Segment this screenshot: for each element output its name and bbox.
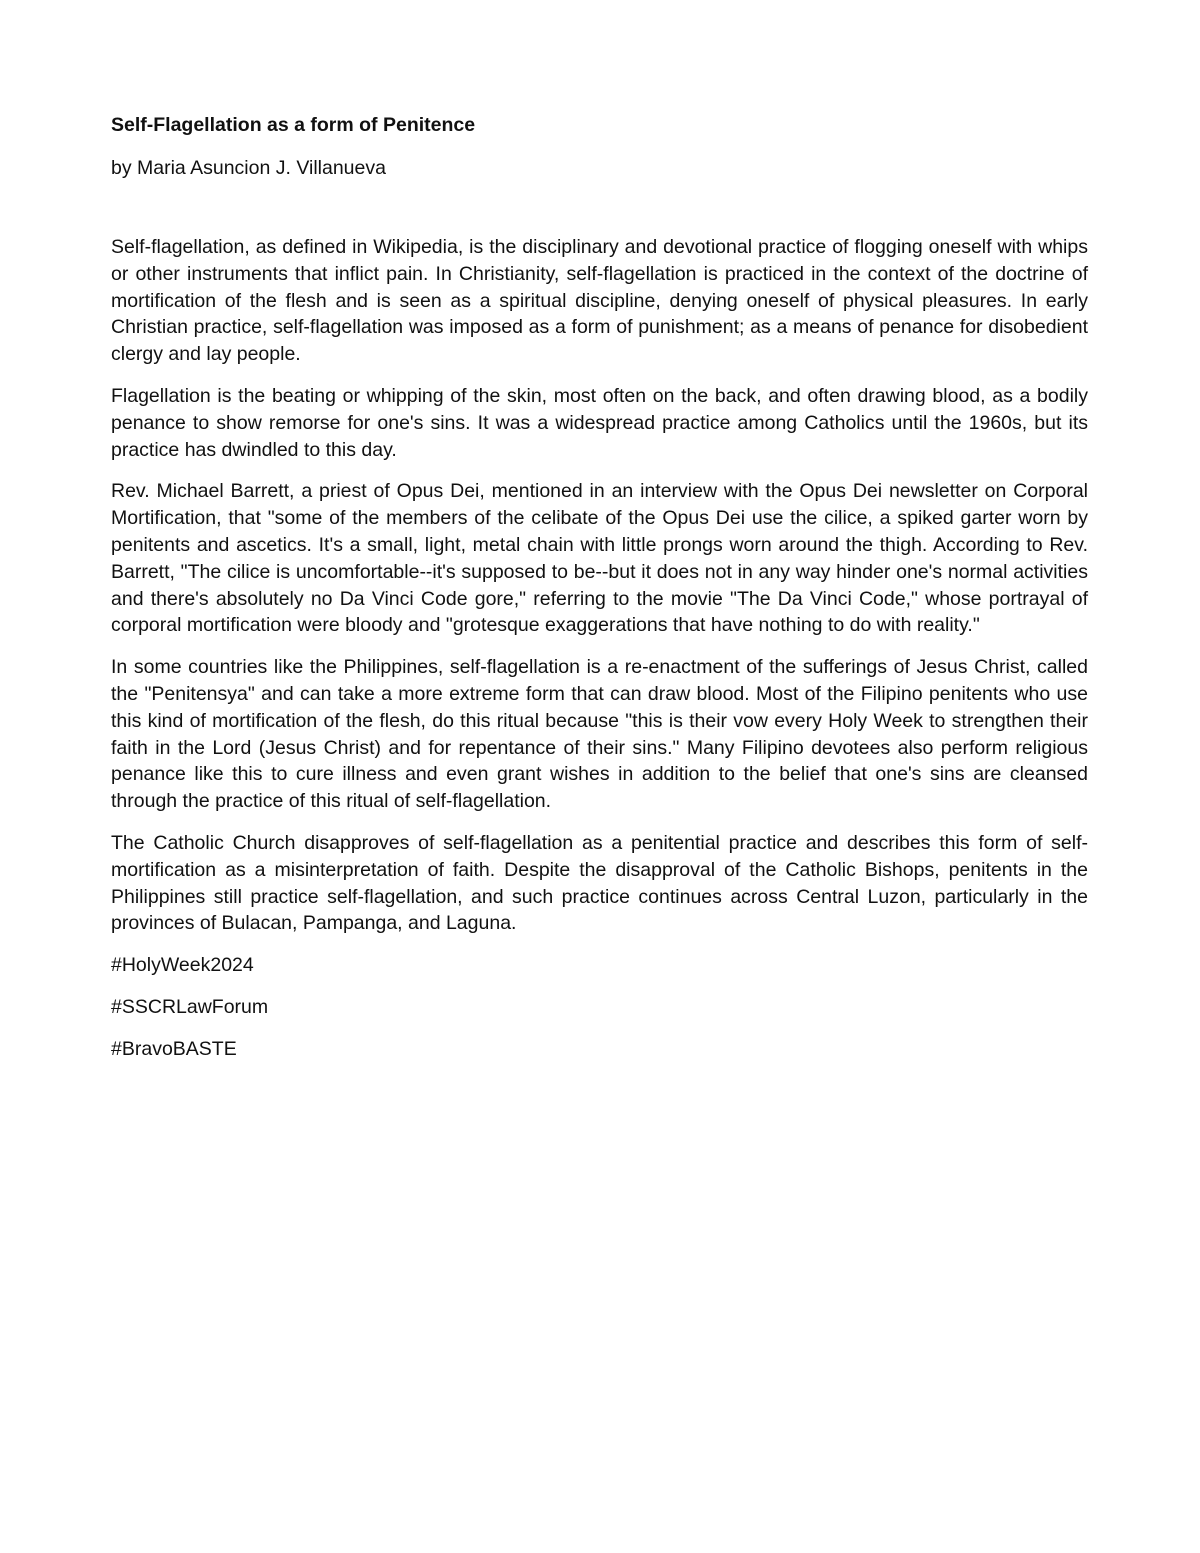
hashtag: #SSCRLawForum	[111, 996, 269, 1019]
hashtag-list	[111, 952, 1088, 1062]
document-title: Self-Flagellation as a form of Penitence	[111, 114, 476, 136]
document-body	[111, 234, 1088, 937]
paragraph-philippines: In some countries like the Philippines, self-flagellation is a re-enactment of the sufferings of Jesus Christ, called the "Penitensya" and can take a more extreme form that can draw blood. Most of the Filipino penitents who use this kind of mortification of the flesh, do this ritual because "this is their vow every Holy Week to strengthen their faith in the Lord (Jesus Christ) and for repentance of their sins." Many Filipino devotees also perform religious penance like this to cure illness and even grant wishes in addition to the belief that one's sins are cleansed through the practice of this ritual of self-flagellation.	[111, 656, 1088, 813]
paragraph-definition: Self-flagellation, as defined in Wikipedia, is the disciplinary and devotional practice of flogging oneself with whips or other instruments that inflict pain. In Christianity, self-flagellation is practiced in the context of the doctrine of mortification of the flesh and is seen as a spiritual discipline, denying oneself of physical pleasures. In early Christian practice, self-flagellation was imposed as a form of punishment; as a means of penance for disobedient clergy and lay people.	[111, 236, 1088, 366]
document-page	[111, 112, 1088, 1078]
author-byline: by Maria Asuncion J. Villanueva	[111, 157, 386, 179]
hashtag: #HolyWeek2024	[111, 954, 254, 977]
paragraph-opus-dei: Rev. Michael Barrett, a priest of Opus Dei, mentioned in an interview with the Opus Dei newsletter on Corporal Mortification, that "some of the members of the celibate of the Opus Dei use the cilice, a spiked garter worn by penitents and ascetics. It's a small, light, metal chain with little prongs worn around the thigh. According to Rev. Barrett, "The cilice is uncomfortable--it's supposed to be--but it does not in any way hinder one's normal activities and there's absolutely no Da Vinci Code gore," referring to the movie "The Da Vinci Code," whose portrayal of corporal mortification were bloody and "grotesque exaggerations that have nothing to do with reality."	[111, 480, 1088, 637]
paragraph-catholic-church: The Catholic Church disapproves of self-flagellation as a penitential practice and describes this form of self-mortification as a misinterpretation of faith. Despite the disapproval of the Catholic Bishops, penitents in the Philippines still practice self-flagellation, and such practice continues across Central Luzon, particularly in the provinces of Bulacan, Pampanga, and Laguna.	[111, 831, 1088, 935]
paragraph-flagellation: Flagellation is the beating or whipping of the skin, most often on the back, and often drawing blood, as a bodily penance to show remorse for one's sins. It was a widespread practice among Catholics until the 1960s, but its practice has dwindled to this day.	[111, 384, 1088, 461]
hashtag: #BravoBASTE	[111, 1038, 237, 1061]
